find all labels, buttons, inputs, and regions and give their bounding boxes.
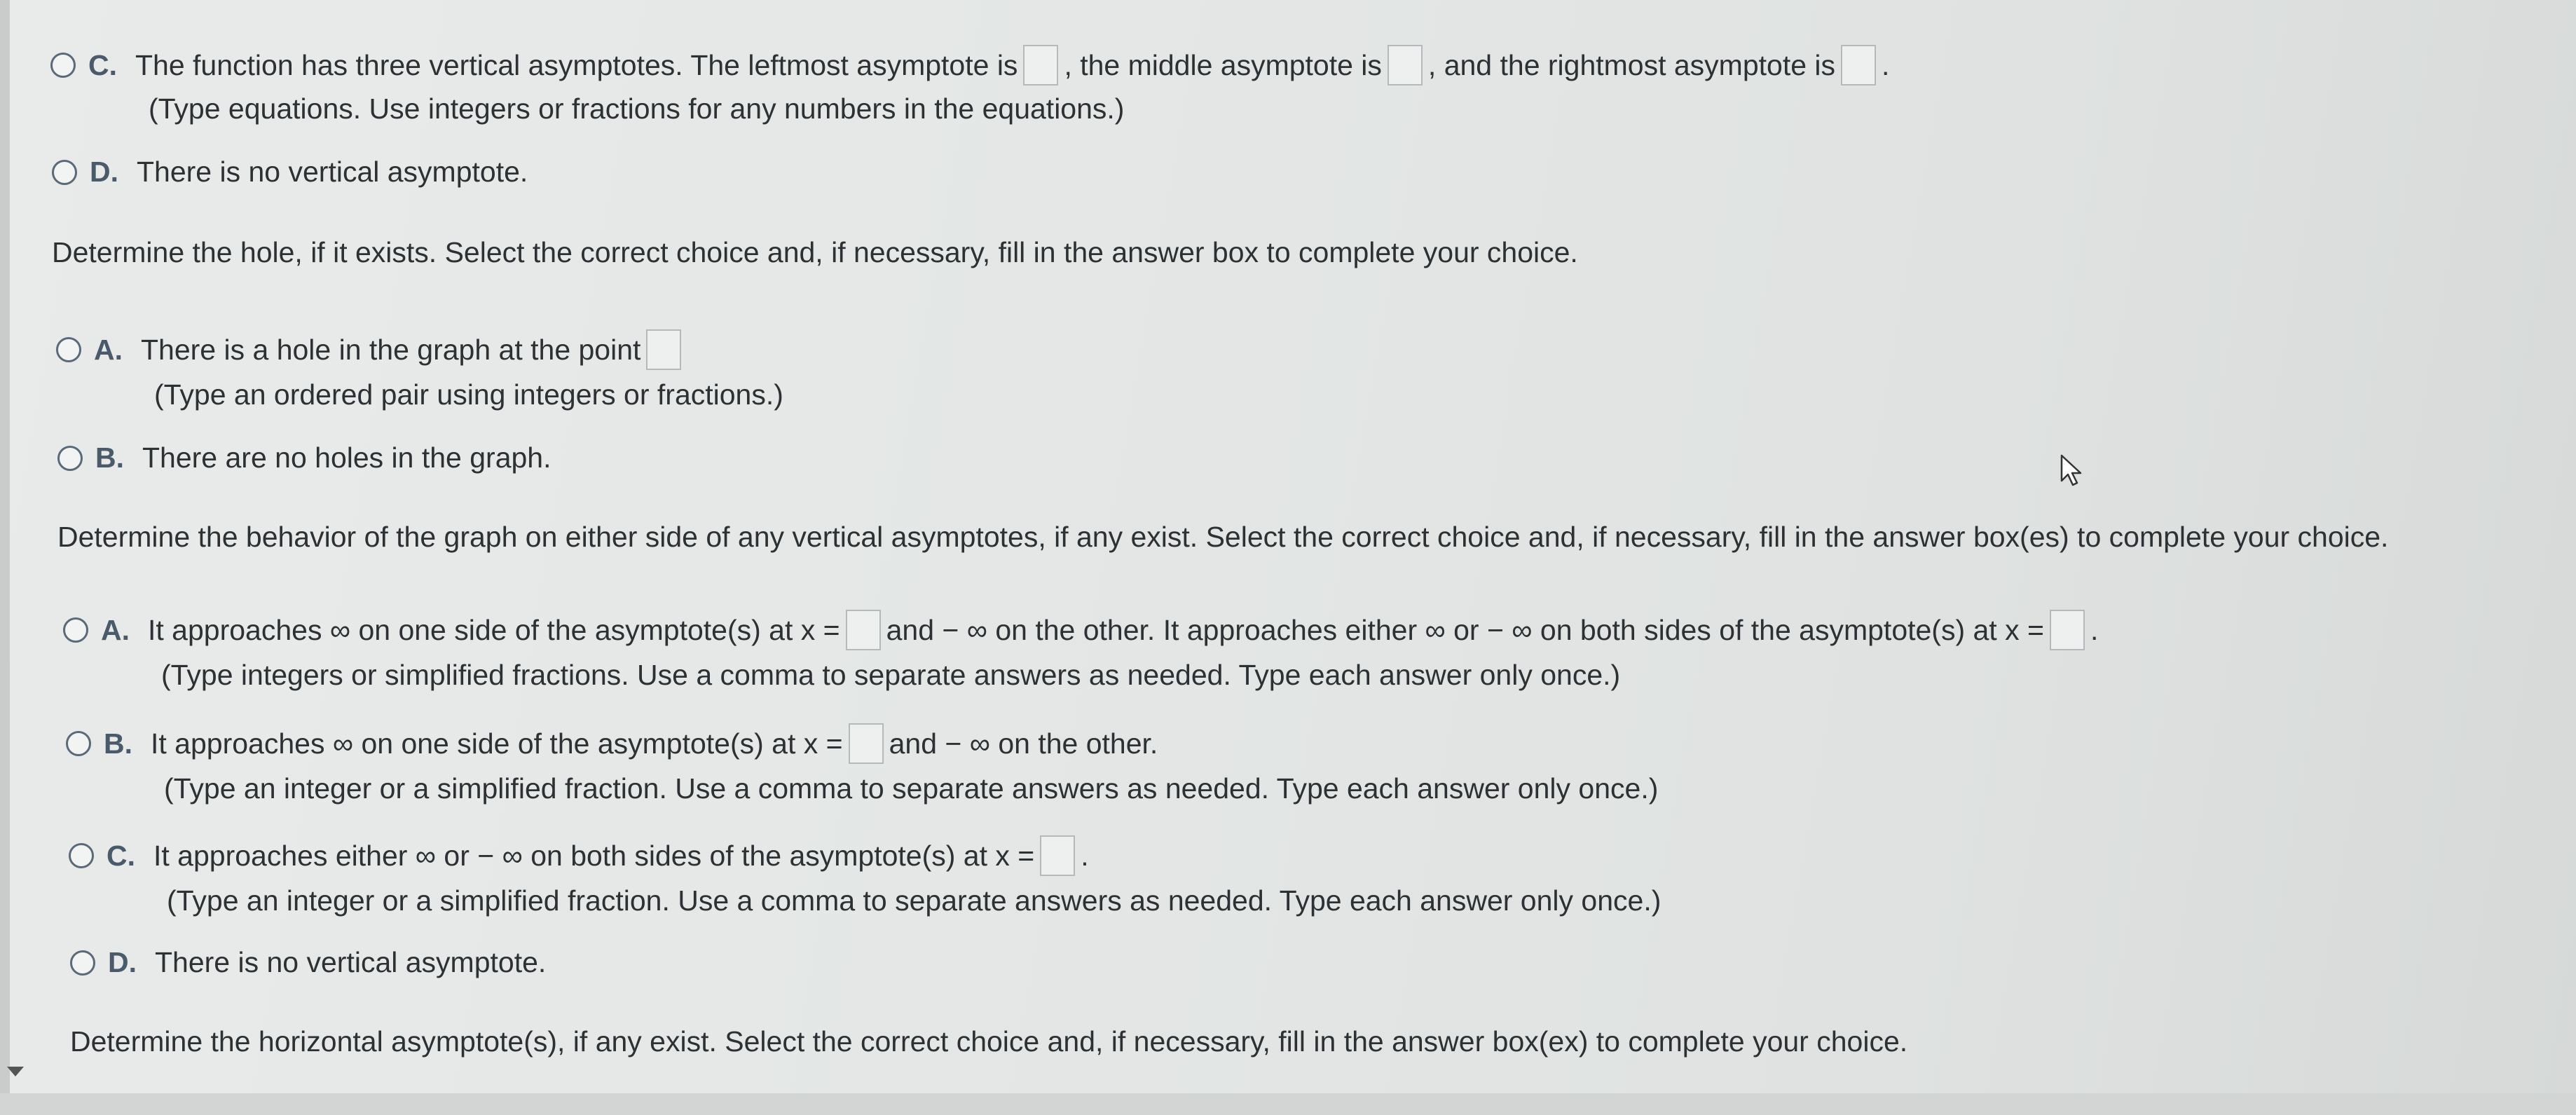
choice-letter: D. [90,156,118,188]
choice-d-asymptotes[interactable] [52,156,528,189]
choice-text: . [2090,613,2099,646]
choice-hint: (Type integers or simplified fractions. Use a comma to separate answers as needed. Type each answer only once.) [161,659,1621,691]
radio-behavior-d[interactable] [70,950,95,976]
radio-behavior-a[interactable] [63,617,88,643]
radio-d-asymptotes[interactable] [52,160,77,185]
scroll-down-arrow-icon[interactable] [7,1067,24,1076]
choice-text: , and the rightmost asymptote is [1427,48,1836,81]
choice-hint: (Type an ordered pair using integers or fractions.) [154,378,783,411]
choice-letter: A. [101,613,130,646]
mouse-cursor-icon [2059,454,2087,489]
choice-hint: (Type an integer or a simplified fraction. Use a comma to separate answers as needed. Type each answer only once.) [164,772,1659,805]
left-scrollbar[interactable] [0,0,10,1115]
choice-letter: D. [108,946,137,978]
radio-behavior-c[interactable] [69,843,94,868]
choice-letter: B. [104,727,132,760]
answer-box-rightmost-asymptote[interactable] [1841,45,1876,85]
choice-text: There is no vertical asymptote. [155,946,547,978]
choice-text: There are no holes in the graph. [142,442,551,474]
choice-text: There is no vertical asymptote. [137,156,528,188]
hole-choice-b[interactable] [57,442,551,474]
choice-text: It approaches ∞ on one side of the asymptote(s) at x = [148,613,840,646]
radio-hole-b[interactable] [57,446,83,471]
radio-behavior-b[interactable] [66,731,91,756]
bottom-bar [0,1093,2576,1115]
choice-text: The function has three vertical asymptotes. The leftmost asymptote is [135,48,1018,81]
answer-box-behavior-c[interactable] [1040,835,1075,876]
answer-box-hole-point[interactable] [646,329,681,370]
choice-text: It approaches ∞ on one side of the asymptote(s) at x = [151,727,843,760]
choice-text: and − ∞ on the other. It approaches either ∞ or − ∞ on both sides of the asymptote(s) at x = [886,613,2044,646]
behavior-choice-b[interactable] [66,723,1158,764]
answer-box-behavior-a-x1[interactable] [846,610,881,650]
choice-letter: C. [107,839,135,872]
choice-letter: C. [88,48,117,81]
choice-hint: (Type an integer or a simplified fraction. Use a comma to separate answers as needed. Type each answer only once.) [167,884,1662,917]
answer-box-leftmost-asymptote[interactable] [1023,45,1058,85]
behavior-choice-a[interactable] [63,610,2098,650]
behavior-choice-d[interactable] [70,946,546,979]
behavior-choice-c[interactable] [69,835,1089,876]
answer-box-behavior-b[interactable] [849,723,884,764]
choice-text: It approaches either ∞ or − ∞ on both sides of the asymptote(s) at x = [153,839,1035,872]
choice-letter: A. [94,333,123,366]
choice-hint: (Type equations. Use integers or fractions for any numbers in the equations.) [149,93,1125,125]
behavior-question: Determine the behavior of the graph on either side of any vertical asymptotes, if any exist. Select the correct choice and, if necessary, fill in the answer box(es) to complete your choice. [57,521,2389,553]
answer-box-behavior-a-x2[interactable] [2050,610,2085,650]
radio-hole-a[interactable] [56,337,81,362]
choice-text: . [1882,48,1890,81]
radio-c-asymptotes[interactable] [50,53,76,78]
horizontal-question: Determine the horizontal asymptote(s), if any exist. Select the correct choice and, if necessary, fill in the answer box(ex) to complete your choice. [70,1025,1908,1058]
choice-text: and − ∞ on the other. [889,727,1158,760]
hole-choice-a[interactable] [56,329,687,370]
choice-text: There is a hole in the graph at the point [141,333,641,366]
choice-text: , the middle asymptote is [1064,48,1382,81]
hole-question: Determine the hole, if it exists. Select the correct choice and, if necessary, fill in the answer box to complete your choice. [52,236,1578,268]
choice-c-asymptotes[interactable] [50,45,1889,85]
choice-text: . [1081,839,1089,872]
choice-letter: B. [95,442,124,474]
answer-box-middle-asymptote[interactable] [1388,45,1423,85]
